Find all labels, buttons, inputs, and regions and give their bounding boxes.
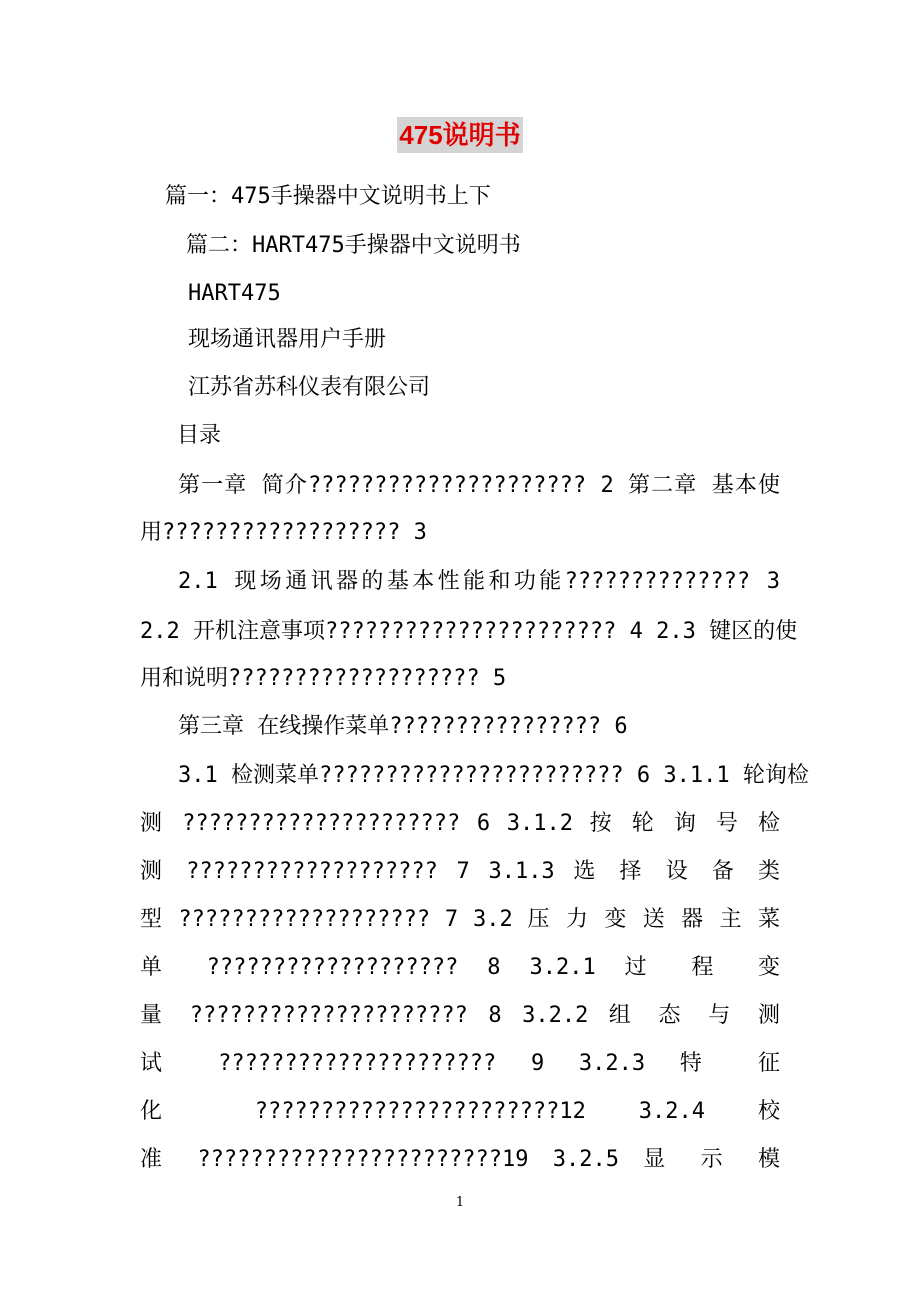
product-name: HART475 [188, 281, 281, 306]
toc-line: 准 ???????????????????????19 3.2.5 显 示 模 [140, 1147, 780, 1172]
toc-line: 3.1 检测菜单??????????????????????? 6 3.1.1 轮询检 [178, 763, 809, 788]
toc-line: 单 ??????????????????? 8 3.2.1 过 程 变 [140, 955, 780, 980]
company-name: 江苏省苏科仪表有限公司 [188, 375, 431, 400]
part2-heading: 篇二：HART475手操器中文说明书 [186, 233, 521, 258]
toc-line: 化 ???????????????????????12 3.2.4 校 [140, 1099, 780, 1124]
title-container [0, 117, 920, 153]
toc-line: 用和说明??????????????????? 5 [140, 666, 507, 691]
manual-title: 现场通讯器用户手册 [188, 327, 387, 352]
toc-line: 第一章 简介????????????????????? 2 第二章 基本使 [178, 473, 780, 498]
toc-line: 用?????????????????? 3 [140, 520, 427, 545]
toc-line: 测 ??????????????????? 7 3.1.3 选 择 设 备 类 [140, 859, 780, 884]
toc-line: 2.2 开机注意事项?????????????????????? 4 2.3 键区的使 [140, 619, 798, 644]
toc-line: 测 ????????????????????? 6 3.1.2 按 轮 询 号 检 [140, 811, 780, 836]
page-number: 1 [455, 1195, 465, 1210]
toc-line: 型 ??????????????????? 7 3.2 压 力 变 送 器 主 菜 [140, 907, 780, 932]
part1-heading: 篇一：475手操器中文说明书上下 [165, 184, 491, 209]
toc-line: 试 ????????????????????? 9 3.2.3 特 征 [140, 1051, 780, 1076]
toc-line: 第三章 在线操作菜单???????????????? 6 [178, 714, 628, 739]
document-title: 475说明书 [397, 117, 522, 153]
toc-line: 量 ????????????????????? 8 3.2.2 组 态 与 测 [140, 1003, 780, 1028]
toc-heading: 目录 [177, 423, 222, 448]
toc-line: 2.1 现场通讯器的基本性能和功能?????????????? 3 [178, 569, 780, 594]
